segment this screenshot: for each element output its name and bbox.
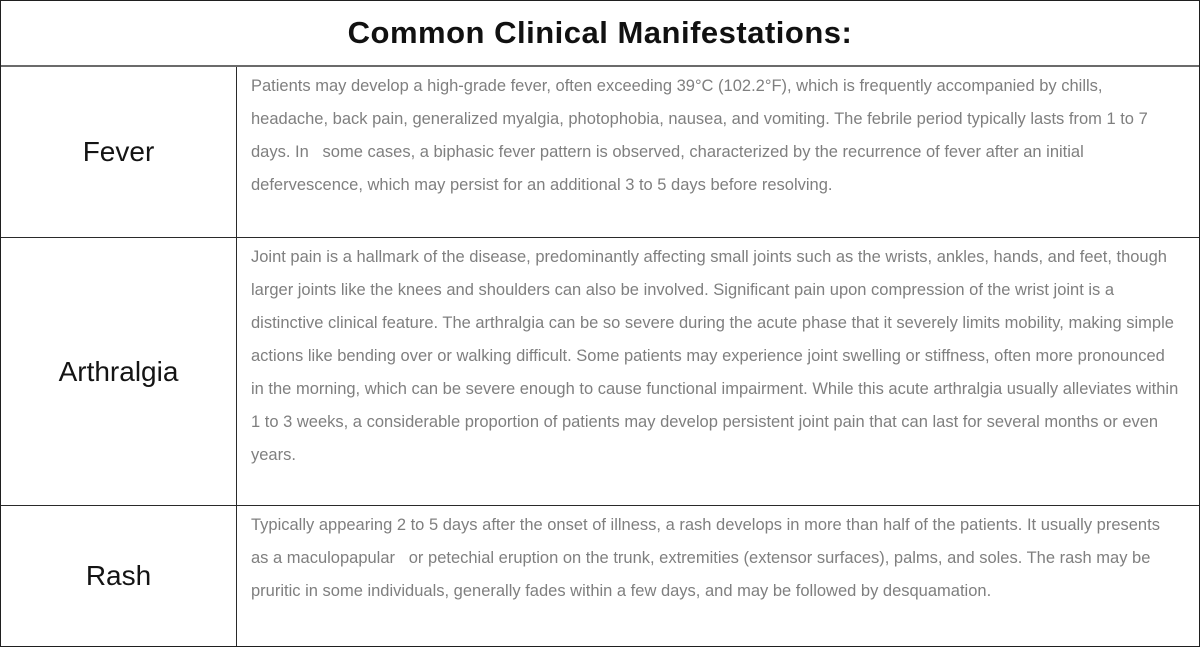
table-row-rash bbox=[1, 506, 1199, 646]
row-description-fever: Patients may develop a high-grade fever, often exceeding 39°C (102.2°F), which is frequently accompanied by chills, headache, back pain, generalized myalgia, photophobia, nausea, and vomiting. The febrile period typically lasts from 1 to 7 days. In some cases, a biphasic fever pattern is observed, characterized by the recurrence of fever after an initial defervescence, which may persist for an additional 3 to 5 days before resolving. bbox=[251, 77, 1153, 194]
table-title-row bbox=[1, 1, 1199, 67]
row-label-cell-fever bbox=[1, 67, 237, 237]
row-label-arthralgia: Arthralgia bbox=[58, 355, 179, 387]
row-label-cell-rash bbox=[1, 506, 237, 646]
row-label-cell-arthralgia bbox=[1, 238, 237, 505]
table-title: Common Clinical Manifestations: bbox=[347, 15, 853, 50]
row-description-cell-fever bbox=[237, 67, 1199, 237]
row-label-fever: Fever bbox=[82, 136, 155, 167]
table-row-arthralgia bbox=[1, 238, 1199, 506]
row-description-cell-rash bbox=[237, 506, 1199, 646]
table-row-fever bbox=[1, 67, 1199, 238]
row-description-rash: Typically appearing 2 to 5 days after the onset of illness, a rash develops in more than half of the patients. It usually presents as a maculopapular or petechial eruption on the trunk, extremities (extensor surfaces), palms, and soles. The rash may be pruritic in some individuals, generally fades within a few days, and may be followed by desquamation. bbox=[251, 516, 1165, 600]
row-label-rash: Rash bbox=[85, 560, 152, 591]
row-description-arthralgia: Joint pain is a hallmark of the disease, predominantly affecting small joints such as the wrists, ankles, hands, and feet, though larger joints like the knees and shoulders can also be involved. Significant pain upon compression of the wrist joint is a distinctive clinical feature. The arthralgia can be so severe during the acute phase that it severely limits mobility, making simple actions like bending over or walking difficult. Some patients may experience joint swelling or stiffness, often more pronounced in the morning, which can be severe enough to cause functional impairment. While this acute arthralgia usually alleviates within 1 to 3 weeks, a considerable proportion of patients may develop persistent joint pain that can last for several months or even years. bbox=[251, 248, 1183, 464]
row-description-cell-arthralgia bbox=[237, 238, 1199, 505]
